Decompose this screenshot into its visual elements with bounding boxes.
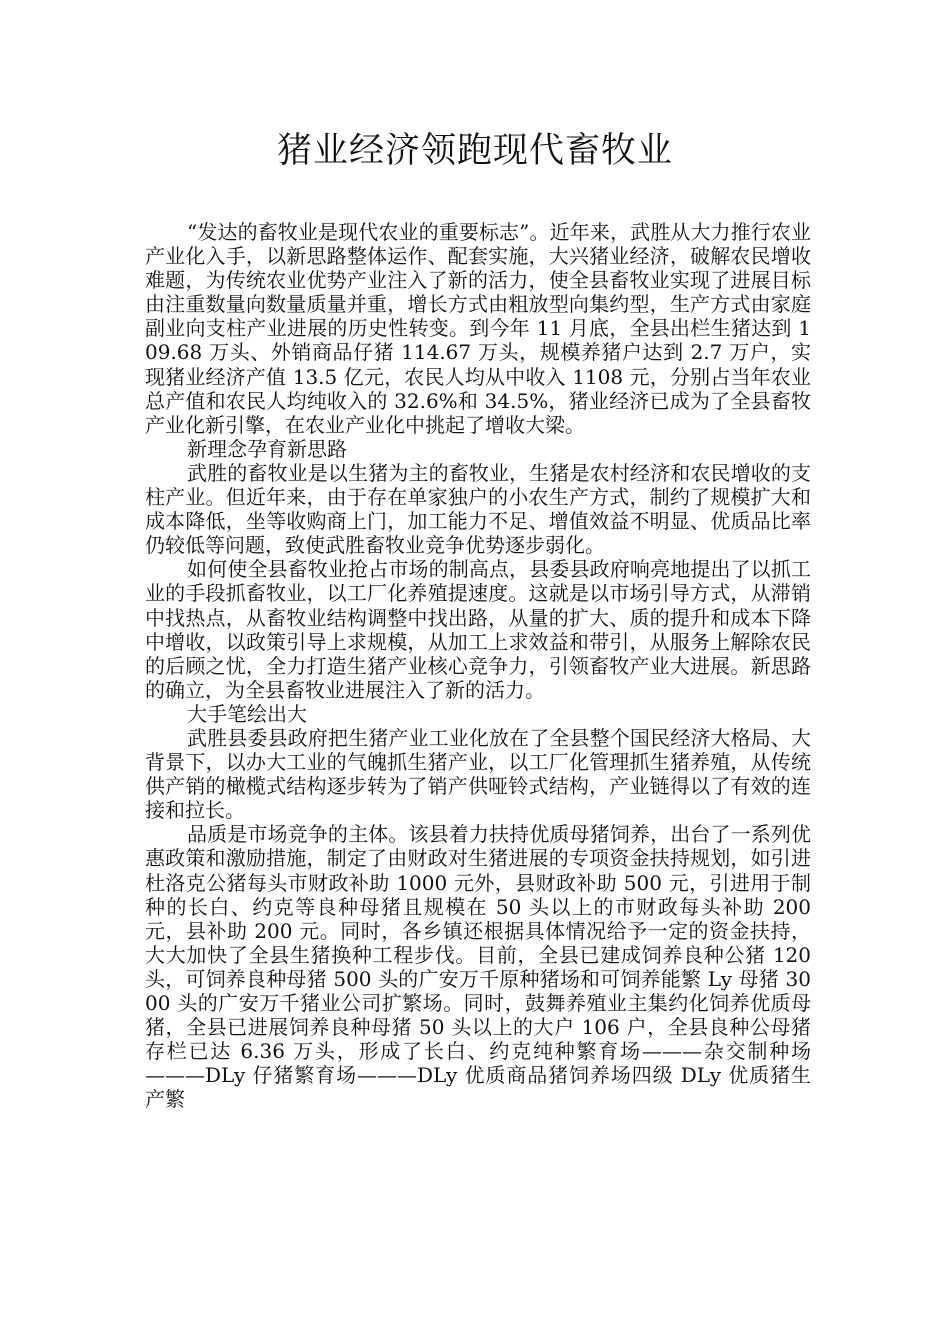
article-body [145,220,811,1111]
paragraph: 品质是市场竞争的主体。该县着力扶持优质母猪饲养，出台了一系列优惠政策和激励措施，制定了由财政对生猪进展的专项资金扶持规划，如引进杜洛克公猪每头市财政补助 1000 元外，县财政补助 500 元，引进用于制种的长白、约克等良种母猪且规模在 50 头以上的市财政每头补助 200 元，县补助 200 元。同时，各乡镇还根据具体情况给予一定的资金扶持，大大加快了全县生猪换种工程步伐。目前，全县已建成饲养良种公猪 120 头，可饲养良种母猪 500 头的广安万千原种猪场和可饲养能繁 Ly 母猪 3000 头的广安万千猪业公司扩繁场。同时，鼓舞养殖业主集约化饲养优质母猪，全县已进展饲养良种母猪 50 头以上的大户 106 户，全县良种公母猪存栏已达 6.36 万头，形成了长白、约克纯种繁育场———杂交制种场———DLy 仔猪繁育场———DLy 优质商品猪饲养场四级 DLy 优质猪生产繁 [145,822,811,1112]
page-title: 猪业经济领跑现代畜牧业 [276,131,673,171]
section-heading-big-strokes: 大手笔绘出大 [187,701,307,726]
paragraph-intro: “发达的畜牧业是现代农业的重要标志”。近年来，武胜从大力推行农业产业化入手，以新思路整体运作、配套实施，大兴猪业经济，破解农民增收难题，为传统农业优势产业注入了新的活力，使全县畜牧业实现了进展目标由注重数量向数量质量并重，增长方式由粗放型向集约型，生产方式由家庭副业向支柱产业进展的历史性转变。到今年 11 月底，全县出栏生猪达到 109.68 万头、外销商品仔猪 114.67 万头，规模养猪户达到 2.7 万户，实现猪业经济产值 13.5 亿元，农民人均从中收入 1108 元，分别占当年农业总产值和农民人均纯收入的 32.6%和 34.5%，猪业经济已成为了全县畜牧产业化新引擎，在农业产业化中挑起了增收大梁。 [145,220,811,437]
paragraph: 武胜县委县政府把生猪产业工业化放在了全县整个国民经济大格局、大背景下，以办大工业的气魄抓生猪产业，以工厂化管理抓生猪养殖，从传统供产销的橄榄式结构逐步转为了销产供哑铃式结构，产业链得以了有效的连接和拉长。 [145,725,811,823]
paragraph: 武胜的畜牧业是以生猪为主的畜牧业，生猪是农村经济和农民增收的支柱产业。但近年来，由于存在单家独户的小农生产方式，制约了规模扩大和成本降低，坐等收购商上门，加工能力不足、增值效益不明显、优质品比率仍较低等问题，致使武胜畜牧业竞争优势逐步弱化。 [145,460,811,558]
section-heading-new-ideas: 新理念孕育新思路 [187,436,347,461]
paragraph: 如何使全县畜牧业抢占市场的制高点，县委县政府响亮地提出了以抓工业的手段抓畜牧业，以工厂化养殖提速度。这就是以市场引导方式，从滞销中找热点，从畜牧业结构调整中找出路，从量的扩大、质的提升和成本下降中增收，以政策引导上求规模，从加工上求效益和带引，从服务上解除农民的后顾之忧，全力打造生猪产业核心竞争力，引领畜牧产业大进展。新思路的确立，为全县畜牧业进展注入了新的活力。 [145,557,811,702]
